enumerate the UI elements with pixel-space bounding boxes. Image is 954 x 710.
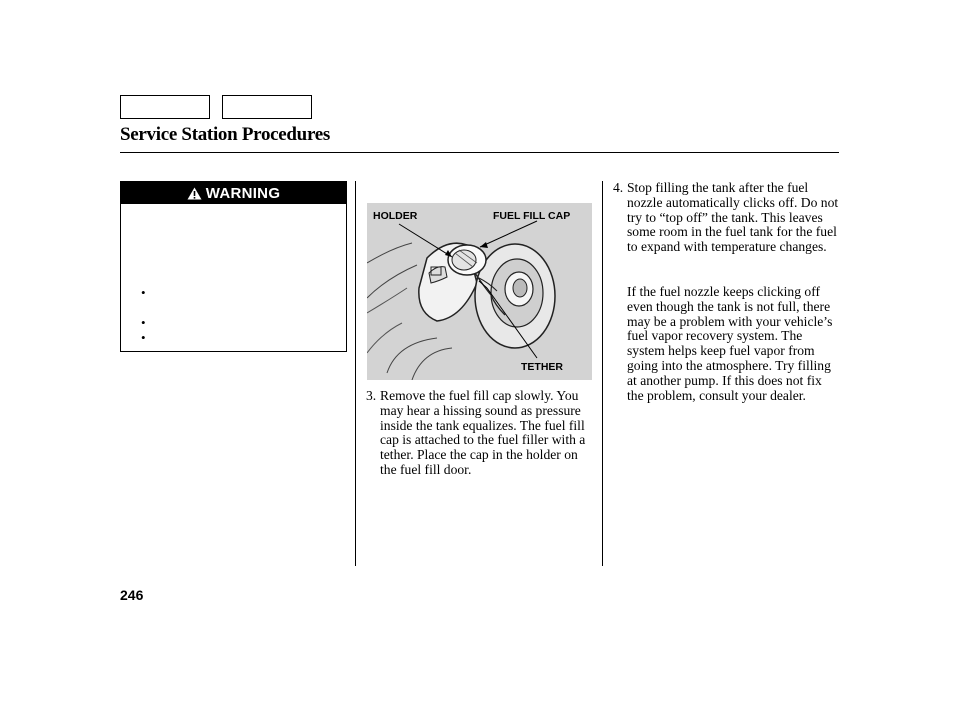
step-number: 3. — [366, 388, 377, 403]
step-4 — [613, 181, 841, 255]
page-number: 246 — [120, 587, 144, 603]
warning-bullet: • — [141, 330, 146, 345]
title-divider — [120, 152, 839, 153]
nav-tab-box-2[interactable] — [222, 95, 312, 119]
warning-triangle-icon — [187, 187, 202, 200]
fuel-nozzle-note: If the fuel nozzle keeps clicking off even though the tank is not full, there may be a problem with your vehicle’s fuel vapor recovery system. The system helps keep fuel vapor from going into the atmosphere. Try filling at another pump. If this does not fix the problem, consult your dealer. — [627, 284, 833, 403]
step-number: 4. — [613, 180, 624, 195]
fuel-door-drawing — [367, 203, 592, 380]
warning-box — [120, 181, 347, 352]
fuel-fill-cap-callout: FUEL FILL CAP — [493, 210, 571, 222]
holder-callout: HOLDER — [373, 210, 418, 222]
column-divider-1 — [355, 181, 356, 566]
step-3 — [366, 389, 594, 478]
page-title: Service Station Procedures — [120, 124, 330, 145]
nav-tab-box-1[interactable] — [120, 95, 210, 119]
step-text: Stop filling the tank after the fuel nozzle automatically clicks off. Do not try to “top off” the tank. This leaves some room in the fuel tank for the fuel to expand with temperature changes. — [627, 180, 839, 255]
warning-label: WARNING — [205, 184, 281, 202]
column-divider-2 — [602, 181, 603, 566]
warning-bullet: • — [141, 285, 146, 300]
warning-bullet: • — [141, 315, 146, 330]
tether-callout: TETHER — [521, 361, 563, 373]
fuel-door-illustration — [367, 203, 592, 380]
step-text: Remove the fuel fill cap slowly. You may hear a hissing sound as pressure inside the tank equalizes. The fuel fill cap is attached to the fuel filler with a tether. Place the cap in the holder on the fuel fill door. — [380, 388, 586, 477]
warning-header — [121, 182, 346, 204]
